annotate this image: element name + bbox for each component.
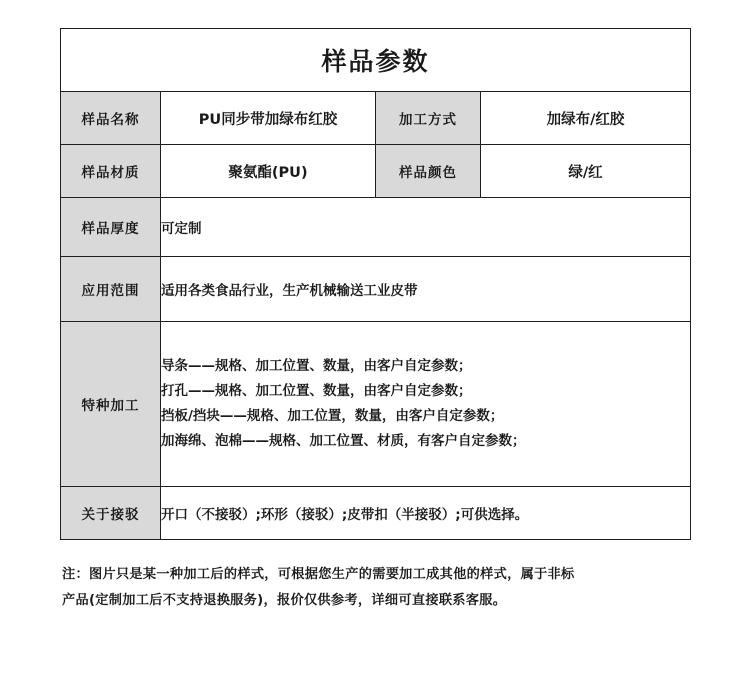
table-row (61, 145, 691, 198)
joining-value: 开口（不接驳）;环形（接驳）;皮带扣（半接驳）;可供选择。 (161, 487, 691, 540)
table-row (61, 487, 691, 540)
application-range-value: 适用各类食品行业，生产机械输送工业皮带 (161, 257, 691, 322)
sample-thickness-label: 样品厚度 (61, 198, 161, 257)
table-row (61, 198, 691, 257)
table-title-row (61, 29, 691, 92)
table-row (61, 322, 691, 487)
sample-color-label: 样品颜色 (376, 145, 481, 198)
special-processing-line: 导条——规格、加工位置、数量，由客户自定参数； (161, 358, 472, 375)
footnote-line: 产品(定制加工后不支持退换服务)，报价仅供参考，详细可直接联系客服。 (62, 592, 507, 608)
sample-parameters-table (60, 28, 691, 540)
application-range-label: 应用范围 (61, 257, 161, 322)
special-processing-line: 加海绵、泡棉——规格、加工位置、材质，有客户自定参数； (161, 432, 526, 449)
sample-material-label: 样品材质 (61, 145, 161, 198)
sample-material-value: 聚氨酯(PU) (161, 145, 376, 198)
special-processing-line: 挡板/挡块——规格、加工位置，数量，由客户自定参数； (161, 408, 504, 424)
page-title: 样品参数 (61, 29, 691, 92)
process-method-label: 加工方式 (376, 92, 481, 145)
sample-color-value: 绿/红 (481, 145, 691, 198)
sample-thickness-value: 可定制 (161, 198, 691, 257)
special-processing-value (161, 322, 691, 487)
sample-name-value: PU同步带加绿布红胶 (161, 92, 376, 145)
joining-label: 关于接驳 (61, 487, 161, 540)
process-method-value: 加绿布/红胶 (481, 92, 691, 145)
sample-name-label: 样品名称 (61, 92, 161, 145)
footnote (62, 562, 690, 613)
special-processing-line: 打孔——规格、加工位置、数量，由客户自定参数； (161, 383, 472, 400)
table-row (61, 257, 691, 322)
footnote-line: 注：图片只是某一种加工后的样式，可根据您生产的需要加工成其他的样式，属于非标 (62, 567, 575, 582)
table-row (61, 92, 691, 145)
special-processing-label: 特种加工 (61, 322, 161, 487)
